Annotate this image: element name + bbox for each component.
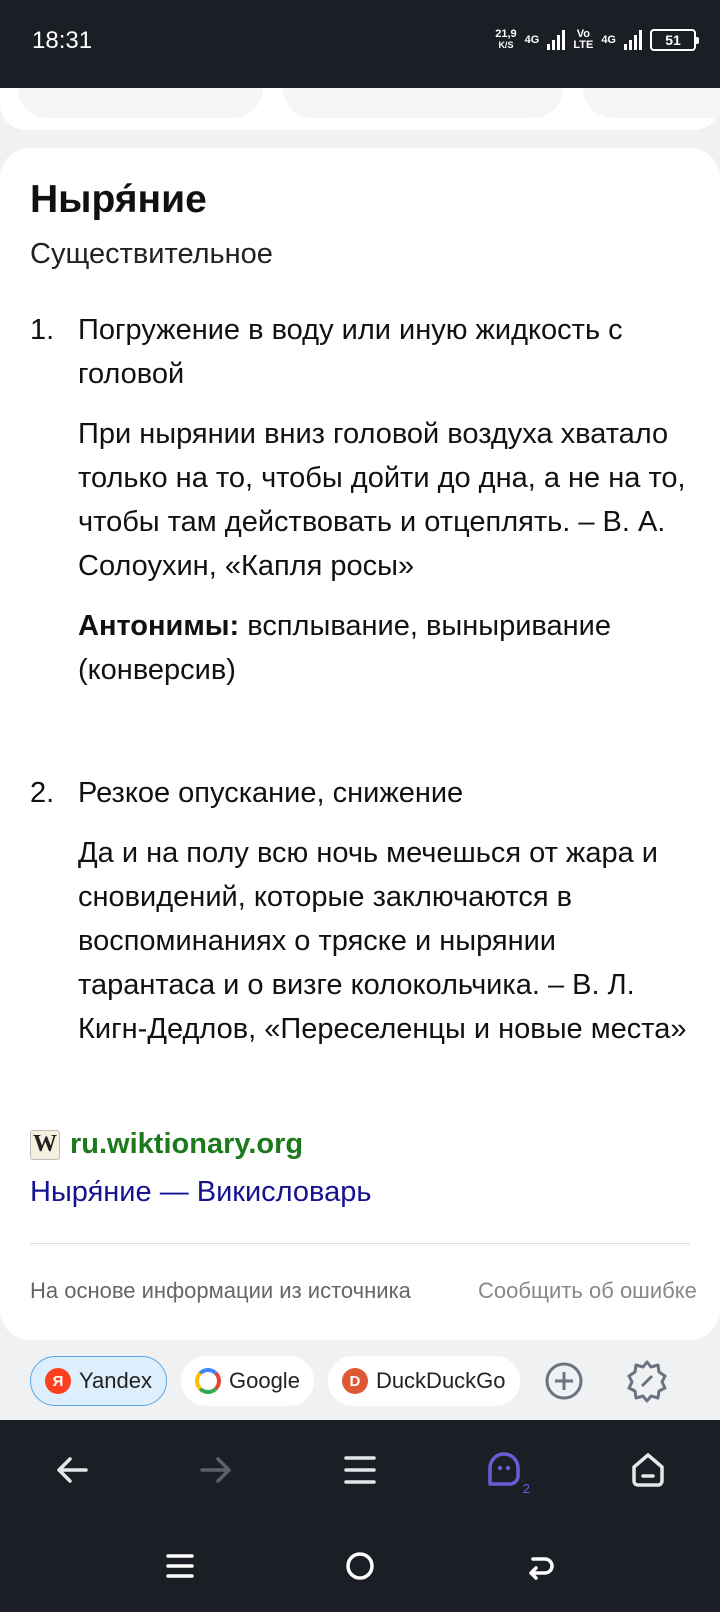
status-time: 18:31 <box>32 27 93 54</box>
search-engines-bar <box>0 1342 720 1420</box>
sense-definition: Резкое опускание, снижение <box>78 777 464 809</box>
source-link[interactable] <box>30 1128 303 1161</box>
home-nav-button[interactable] <box>332 1538 388 1594</box>
sense-2 <box>30 771 690 1051</box>
engine-label: DuckDuckGo <box>375 1368 506 1393</box>
network-speed-value: 21,9 <box>495 28 517 40</box>
sense-number: 1. <box>30 314 55 346</box>
engine-label: Yandex <box>79 1368 152 1393</box>
recents-icon <box>163 1549 197 1583</box>
engine-yandex-button[interactable] <box>30 1356 167 1406</box>
status-icons <box>495 24 696 56</box>
forward-arrow-icon <box>196 1450 236 1490</box>
part-of-speech: Существительное <box>30 238 273 270</box>
menu-icon <box>340 1450 380 1490</box>
engine-label: Google <box>228 1368 300 1393</box>
wiktionary-logo-icon: W <box>30 1130 60 1160</box>
network-type-2: 4G <box>601 33 616 46</box>
previous-chip-2[interactable] <box>283 88 563 118</box>
volte-icon <box>573 29 593 51</box>
sense-example: Да и на полу всю ночь мечешься от жара и сновидений, которые заключаются в воспоминаниях о тряске и нырянии тарантаса и о визге колокольчика. – В. Л. Кигн-Дедлов, «Переселенцы и новые места» <box>78 837 687 1045</box>
source-domain[interactable]: ru.wiktionary.org <box>70 1128 304 1160</box>
volte-top: Vo <box>576 28 590 40</box>
sense-definition: Погружение в воду или иную жидкость с головой <box>78 314 623 390</box>
tabs-count-badge: 2 <box>522 1481 530 1496</box>
browser-toolbar <box>0 1420 720 1520</box>
network-speed <box>495 29 516 51</box>
back-arrow-icon <box>52 1450 92 1490</box>
previous-card <box>0 88 720 130</box>
antonyms-label: Антонимы: <box>78 610 240 642</box>
back-nav-button[interactable] <box>512 1538 568 1594</box>
system-nav-bar <box>0 1520 720 1612</box>
status-bar <box>0 0 720 88</box>
battery-icon <box>650 29 696 51</box>
back-nav-icon <box>523 1549 557 1583</box>
sense-1 <box>30 308 690 692</box>
report-error-link[interactable]: Сообщить об ошибке <box>478 1278 697 1303</box>
home-icon <box>627 1449 669 1491</box>
home-button[interactable] <box>620 1442 676 1498</box>
forward-button[interactable] <box>188 1442 244 1498</box>
network-speed-unit: K/S <box>498 40 514 50</box>
back-button[interactable] <box>44 1442 100 1498</box>
add-engine-icon[interactable] <box>544 1361 584 1401</box>
battery-level: 51 <box>665 32 681 48</box>
headword: Ныря́ние <box>30 178 207 221</box>
antonyms <box>78 604 690 692</box>
divider <box>30 1243 690 1244</box>
engine-google-button[interactable] <box>181 1356 314 1406</box>
tabs-button[interactable] <box>476 1442 532 1498</box>
recent-apps-button[interactable] <box>152 1538 208 1594</box>
sense-number: 2. <box>30 777 55 809</box>
alice-ghost-icon <box>482 1448 526 1492</box>
previous-chip-3[interactable] <box>583 88 720 118</box>
sense-example: При нырянии вниз головой воздуха хватало только на то, чтобы дойти до дна, а не на то, чтобы там действовать и отцеплять. – В. А. Солоухин, «Капля росы» <box>78 418 686 582</box>
duckduckgo-icon: D <box>342 1368 368 1394</box>
engine-duckduckgo-button[interactable] <box>328 1356 520 1406</box>
source-note[interactable]: На основе информации из источника <box>30 1278 411 1303</box>
source-title-link[interactable]: Ныря́ние — Викисловарь <box>30 1176 372 1208</box>
previous-chip-1[interactable] <box>18 88 263 118</box>
network-type-1: 4G <box>524 33 540 46</box>
home-circle-icon <box>343 1549 377 1583</box>
settings-gear-icon[interactable] <box>624 1358 670 1404</box>
signal-icon <box>547 30 565 50</box>
signal-icon-2 <box>624 30 642 50</box>
yandex-icon: Я <box>45 1368 71 1394</box>
antonyms-text: всплывание, выныривание (конверсив) <box>78 610 611 686</box>
google-icon <box>195 1368 221 1394</box>
volte-bottom: LTE <box>573 39 594 51</box>
menu-button[interactable] <box>332 1442 388 1498</box>
